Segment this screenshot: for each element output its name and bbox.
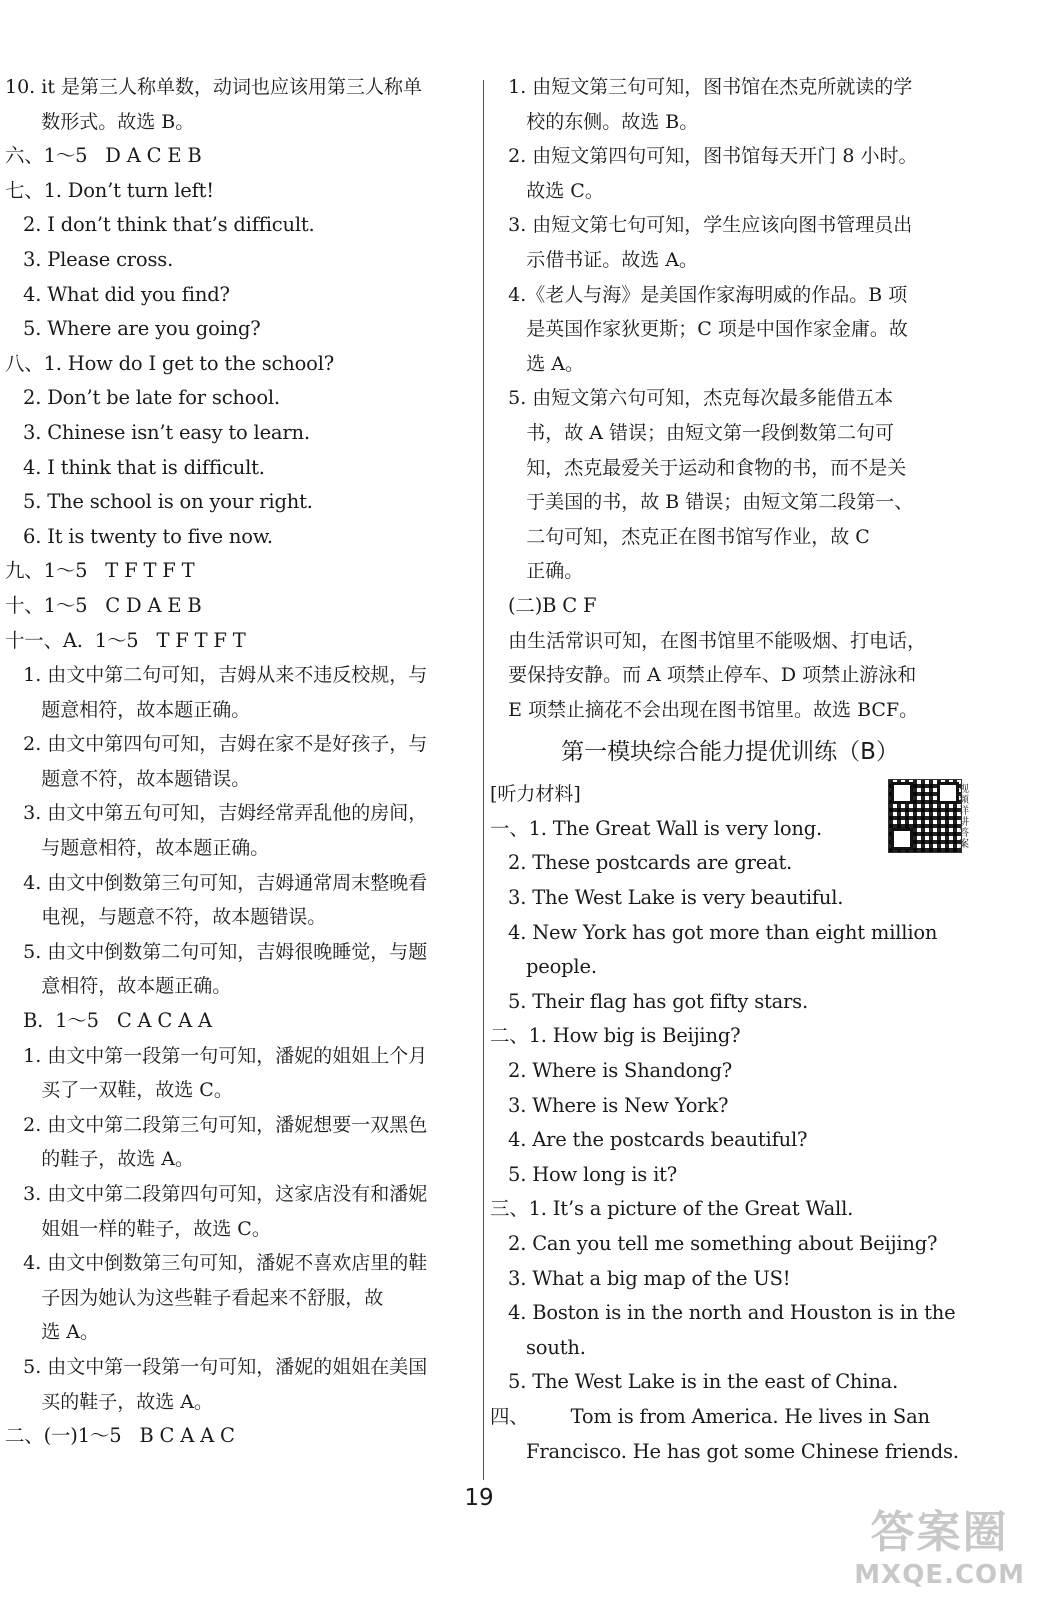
text-line: Francisco. He has got some Chinese friends. — [490, 1439, 959, 1463]
text-line: 由生活常识可知，在图书馆里不能吸烟、打电话， — [490, 629, 927, 652]
text-line: 3. 由文中第五句可知，吉姆经常弄乱他的房间， — [5, 802, 428, 825]
text-line: 4. What did you find? — [5, 282, 230, 306]
text-line: 的鞋子，故选 A。 — [5, 1148, 194, 1171]
text-line: 3. 由文中第二段第四句可知，这家店没有和潘妮 — [5, 1183, 428, 1205]
text-line: 3. Where is New York? — [490, 1093, 729, 1117]
text-line: 4.《老人与海》是美国作家海明威的作品。B 项 — [490, 283, 908, 306]
text-line: (二)B C F — [490, 593, 597, 617]
qr-code-icon[interactable] — [888, 779, 969, 853]
text-line: 正确。 — [490, 560, 584, 583]
text-line: 九、1～5 T F T F T — [5, 559, 195, 583]
text-line: 是英国作家狄更斯；C 项是中国作家金庸。故 — [490, 318, 908, 341]
text-line: 书，故 A 错误；由短文第一段倒数第二句可 — [490, 421, 895, 444]
watermark-logo: 答案圈 MXQE.COM — [854, 1507, 1025, 1590]
text-line: 七、1. Don’t turn left! — [5, 178, 214, 202]
text-line: 电视，与题意不符，故本题错误。 — [5, 906, 327, 929]
text-line: 5. 由文中第一段第一句可知，潘妮的姐姐在美国 — [5, 1355, 428, 1378]
text-line: south. — [490, 1335, 586, 1359]
section-heading: 第一模块综合能力提优训练（B） — [561, 739, 899, 766]
text-line: 买的鞋子，故选 A。 — [5, 1390, 213, 1413]
text-line: 题意相符，故本题正确。 — [5, 698, 251, 721]
text-line: 10. it 是第三人称单数，动词也应该用第三人称单 — [5, 76, 423, 98]
text-line: 八、1. How do I get to the school? — [5, 351, 334, 375]
audio-material-label: [听力材料] — [490, 783, 581, 806]
text-line: 要保持安静。而 A 项禁止停车、D 项禁止游泳和 — [490, 664, 917, 687]
page-number: 19 — [464, 1485, 494, 1511]
text-line: 四、 Tom is from America. He lives in San — [490, 1404, 930, 1428]
text-line: 选 A。 — [490, 352, 584, 375]
qr-code-label: 视频详讲答案 — [959, 784, 969, 851]
text-line: 5. How long is it? — [490, 1162, 678, 1186]
text-line: 故选 C。 — [490, 179, 604, 202]
text-line: 5. 由文中倒数第二句可知，吉姆很晚睡觉，与题 — [5, 940, 428, 963]
text-line: 与题意相符，故本题正确。 — [5, 837, 270, 860]
text-line: 1. 由文中第二句可知，吉姆从来不违反校规，与 — [5, 664, 428, 687]
text-line: 3. Please cross. — [5, 247, 174, 271]
text-line: 一、1. The Great Wall is very long. — [490, 816, 823, 840]
text-line: 买了一双鞋，故选 C。 — [5, 1079, 233, 1102]
text-line: E 项禁止摘花不会出现在图书馆里。故选 BCF。 — [490, 698, 919, 721]
text-line: 意相符，故本题正确。 — [5, 975, 232, 998]
right-column-top — [490, 70, 970, 727]
text-line: 4. Are the postcards beautiful? — [490, 1128, 808, 1152]
text-line: 校的东侧。故选 B。 — [490, 110, 699, 133]
text-line: 选 A。 — [5, 1321, 99, 1344]
text-line: 2. These postcards are great. — [490, 851, 793, 875]
text-line: 数形式。故选 B。 — [5, 110, 195, 133]
text-line: 5. The West Lake is in the east of China. — [490, 1370, 899, 1394]
text-line: 二、(一)1～5 B C A A C — [5, 1424, 235, 1448]
text-line: 2. 由文中第二段第三句可知，潘妮想要一双黑色 — [5, 1113, 428, 1136]
column-divider — [483, 80, 484, 1480]
text-line: 3. What a big map of the US! — [490, 1266, 791, 1290]
text-line: 2. 由文中第四句可知，吉姆在家不是好孩子，与 — [5, 733, 428, 756]
text-line: B. 1～5 C A C A A — [5, 1009, 212, 1033]
right-column — [490, 70, 970, 1469]
text-line: 5. 由短文第六句可知，杰克每次最多能借五本 — [490, 387, 894, 410]
text-line: 姐姐一样的鞋子，故选 C。 — [5, 1217, 271, 1240]
text-line: 1. 由文中第一段第一句可知，潘妮的姐姐上个月 — [5, 1044, 428, 1067]
text-line: 示借书证。故选 A。 — [490, 248, 698, 271]
text-line: 4. New York has got more than eight million — [490, 920, 938, 944]
text-line: 题意不符，故本题错误。 — [5, 767, 251, 790]
text-line: 六、1～5 D A C E B — [5, 144, 202, 168]
text-line: 二、1. How big is Beijing? — [490, 1024, 741, 1048]
text-line: 4. 由文中倒数第三句可知，潘妮不喜欢店里的鞋 — [5, 1252, 428, 1275]
text-line: 2. Can you tell me something about Beijing? — [490, 1232, 938, 1255]
text-line: 于美国的书，故 B 错误；由短文第二段第一、 — [490, 491, 914, 514]
text-line: 4. 由文中倒数第三句可知，吉姆通常周末整晚看 — [5, 871, 428, 894]
text-line: 子因为她认为这些鞋子看起来不舒服，故 — [5, 1286, 384, 1309]
text-line: 1. 由短文第三句可知，图书馆在杰克所就读的学 — [490, 76, 913, 98]
text-line: 3. Chinese isn’t easy to learn. — [5, 420, 310, 444]
text-line: 二句可知，杰克正在图书馆写作业，故 C — [490, 525, 870, 548]
text-line: 三、1. It’s a picture of the Great Wall. — [490, 1197, 854, 1221]
right-column-bottom — [490, 812, 970, 1469]
text-line: 3. The West Lake is very beautiful. — [490, 886, 844, 910]
text-line: 2. 由短文第四句可知，图书馆每天开门 8 小时。 — [490, 145, 918, 168]
left-column — [5, 70, 475, 1454]
text-line: 5. Where are you going? — [5, 317, 261, 341]
text-line: 2. Don’t be late for school. — [5, 386, 280, 410]
text-line: 十一、A. 1～5 T F T F T — [5, 628, 246, 652]
text-line: 5. Their flag has got fifty stars. — [490, 989, 808, 1013]
text-line: 4. I think that is difficult. — [5, 455, 265, 479]
text-line: 2. I don’t think that’s difficult. — [5, 213, 315, 237]
text-line: 知，杰克最爱关于运动和食物的书，而不是关 — [490, 456, 907, 479]
text-line: people. — [490, 955, 597, 979]
text-line: 5. The school is on your right. — [5, 490, 313, 514]
text-line: 3. 由短文第七句可知，学生应该向图书管理员出 — [490, 214, 913, 237]
text-line: 2. Where is Shandong? — [490, 1059, 733, 1083]
text-line: 6. It is twenty to five now. — [5, 524, 273, 548]
text-line: 4. Boston is in the north and Houston is in the — [490, 1301, 956, 1325]
text-line: 十、1～5 C D A E B — [5, 593, 202, 617]
